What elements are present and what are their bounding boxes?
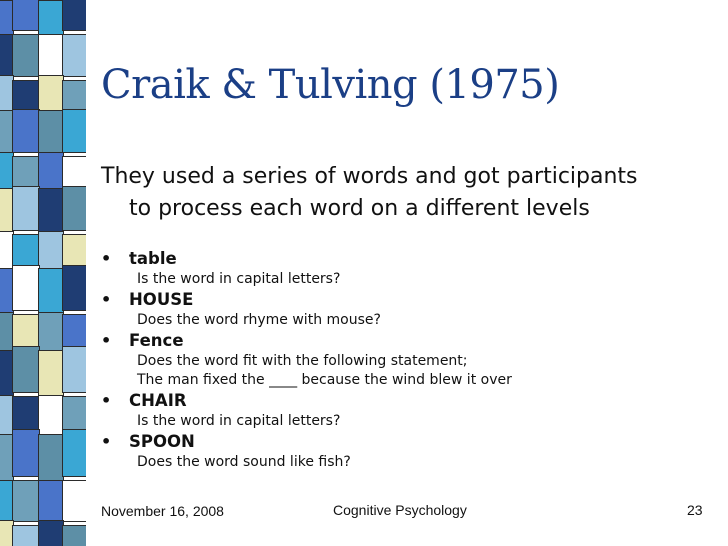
word-list	[101, 248, 711, 472]
bullet-icon: •	[101, 391, 112, 410]
decorative-tile	[38, 434, 64, 482]
decorative-tile	[38, 312, 64, 352]
decorative-tile	[38, 34, 64, 77]
list-item-desc: Does the word sound like fish?	[137, 454, 351, 470]
decorative-tile	[62, 34, 86, 77]
list-item	[101, 248, 711, 289]
decorative-tile	[38, 0, 64, 36]
decorative-tile	[38, 110, 64, 154]
decorative-tile	[38, 152, 64, 190]
decorative-tile	[62, 480, 86, 522]
decorative-tile	[38, 350, 64, 397]
footer-date: November 16, 2008	[101, 503, 224, 519]
list-item-term: • HOUSE	[101, 290, 194, 309]
slide-title: Craik & Tulving (1975)	[101, 62, 560, 108]
decorative-tile	[12, 480, 40, 522]
list-item	[101, 431, 711, 472]
list-item-term: • CHAIR	[101, 391, 187, 410]
bullet-icon: •	[101, 290, 112, 309]
decorative-tile	[12, 186, 40, 231]
intro-text	[101, 161, 711, 225]
decorative-tile	[12, 265, 40, 311]
decorative-tile-strip	[0, 0, 86, 546]
decorative-tile	[62, 525, 86, 546]
list-item-desc: Is the word in capital letters?	[137, 413, 341, 429]
list-item-desc: Does the word rhyme with mouse?	[137, 312, 381, 328]
list-item-desc: Does the word fit with the following statement;	[137, 353, 468, 369]
decorative-tile	[62, 429, 86, 477]
decorative-tile	[62, 0, 86, 31]
decorative-tile	[38, 75, 64, 112]
list-item	[101, 330, 711, 390]
list-item-desc: Is the word in capital letters?	[137, 271, 341, 287]
list-item-term: • Fence	[101, 331, 184, 350]
list-item-term: • table	[101, 249, 177, 268]
decorative-tile	[12, 0, 40, 31]
decorative-tile	[12, 525, 40, 546]
decorative-tile	[12, 109, 40, 153]
bullet-icon: •	[101, 249, 112, 268]
decorative-tile	[38, 188, 64, 233]
list-item-term: • SPOON	[101, 432, 195, 451]
decorative-tile	[38, 231, 64, 270]
footer-course: Cognitive Psychology	[333, 502, 467, 518]
decorative-tile	[12, 34, 40, 77]
list-item	[101, 390, 711, 431]
decorative-tile	[62, 109, 86, 153]
decorative-tile	[62, 186, 86, 231]
bullet-icon: •	[101, 432, 112, 451]
list-item-desc: The man fixed the ____ because the wind blew it over	[137, 372, 512, 388]
intro-line-2: to process each word on a different levels	[129, 196, 590, 221]
slide-number: 23	[687, 502, 703, 518]
decorative-tile	[12, 429, 40, 477]
decorative-tile	[38, 268, 64, 314]
decorative-tile	[62, 346, 86, 393]
bullet-icon: •	[101, 331, 112, 350]
decorative-tile	[12, 346, 40, 393]
list-item	[101, 289, 711, 330]
decorative-tile	[38, 520, 64, 546]
decorative-tile	[38, 395, 64, 436]
intro-line-1: They used a series of words and got participants	[101, 164, 638, 189]
decorative-tile	[62, 265, 86, 311]
decorative-tile	[38, 480, 64, 522]
